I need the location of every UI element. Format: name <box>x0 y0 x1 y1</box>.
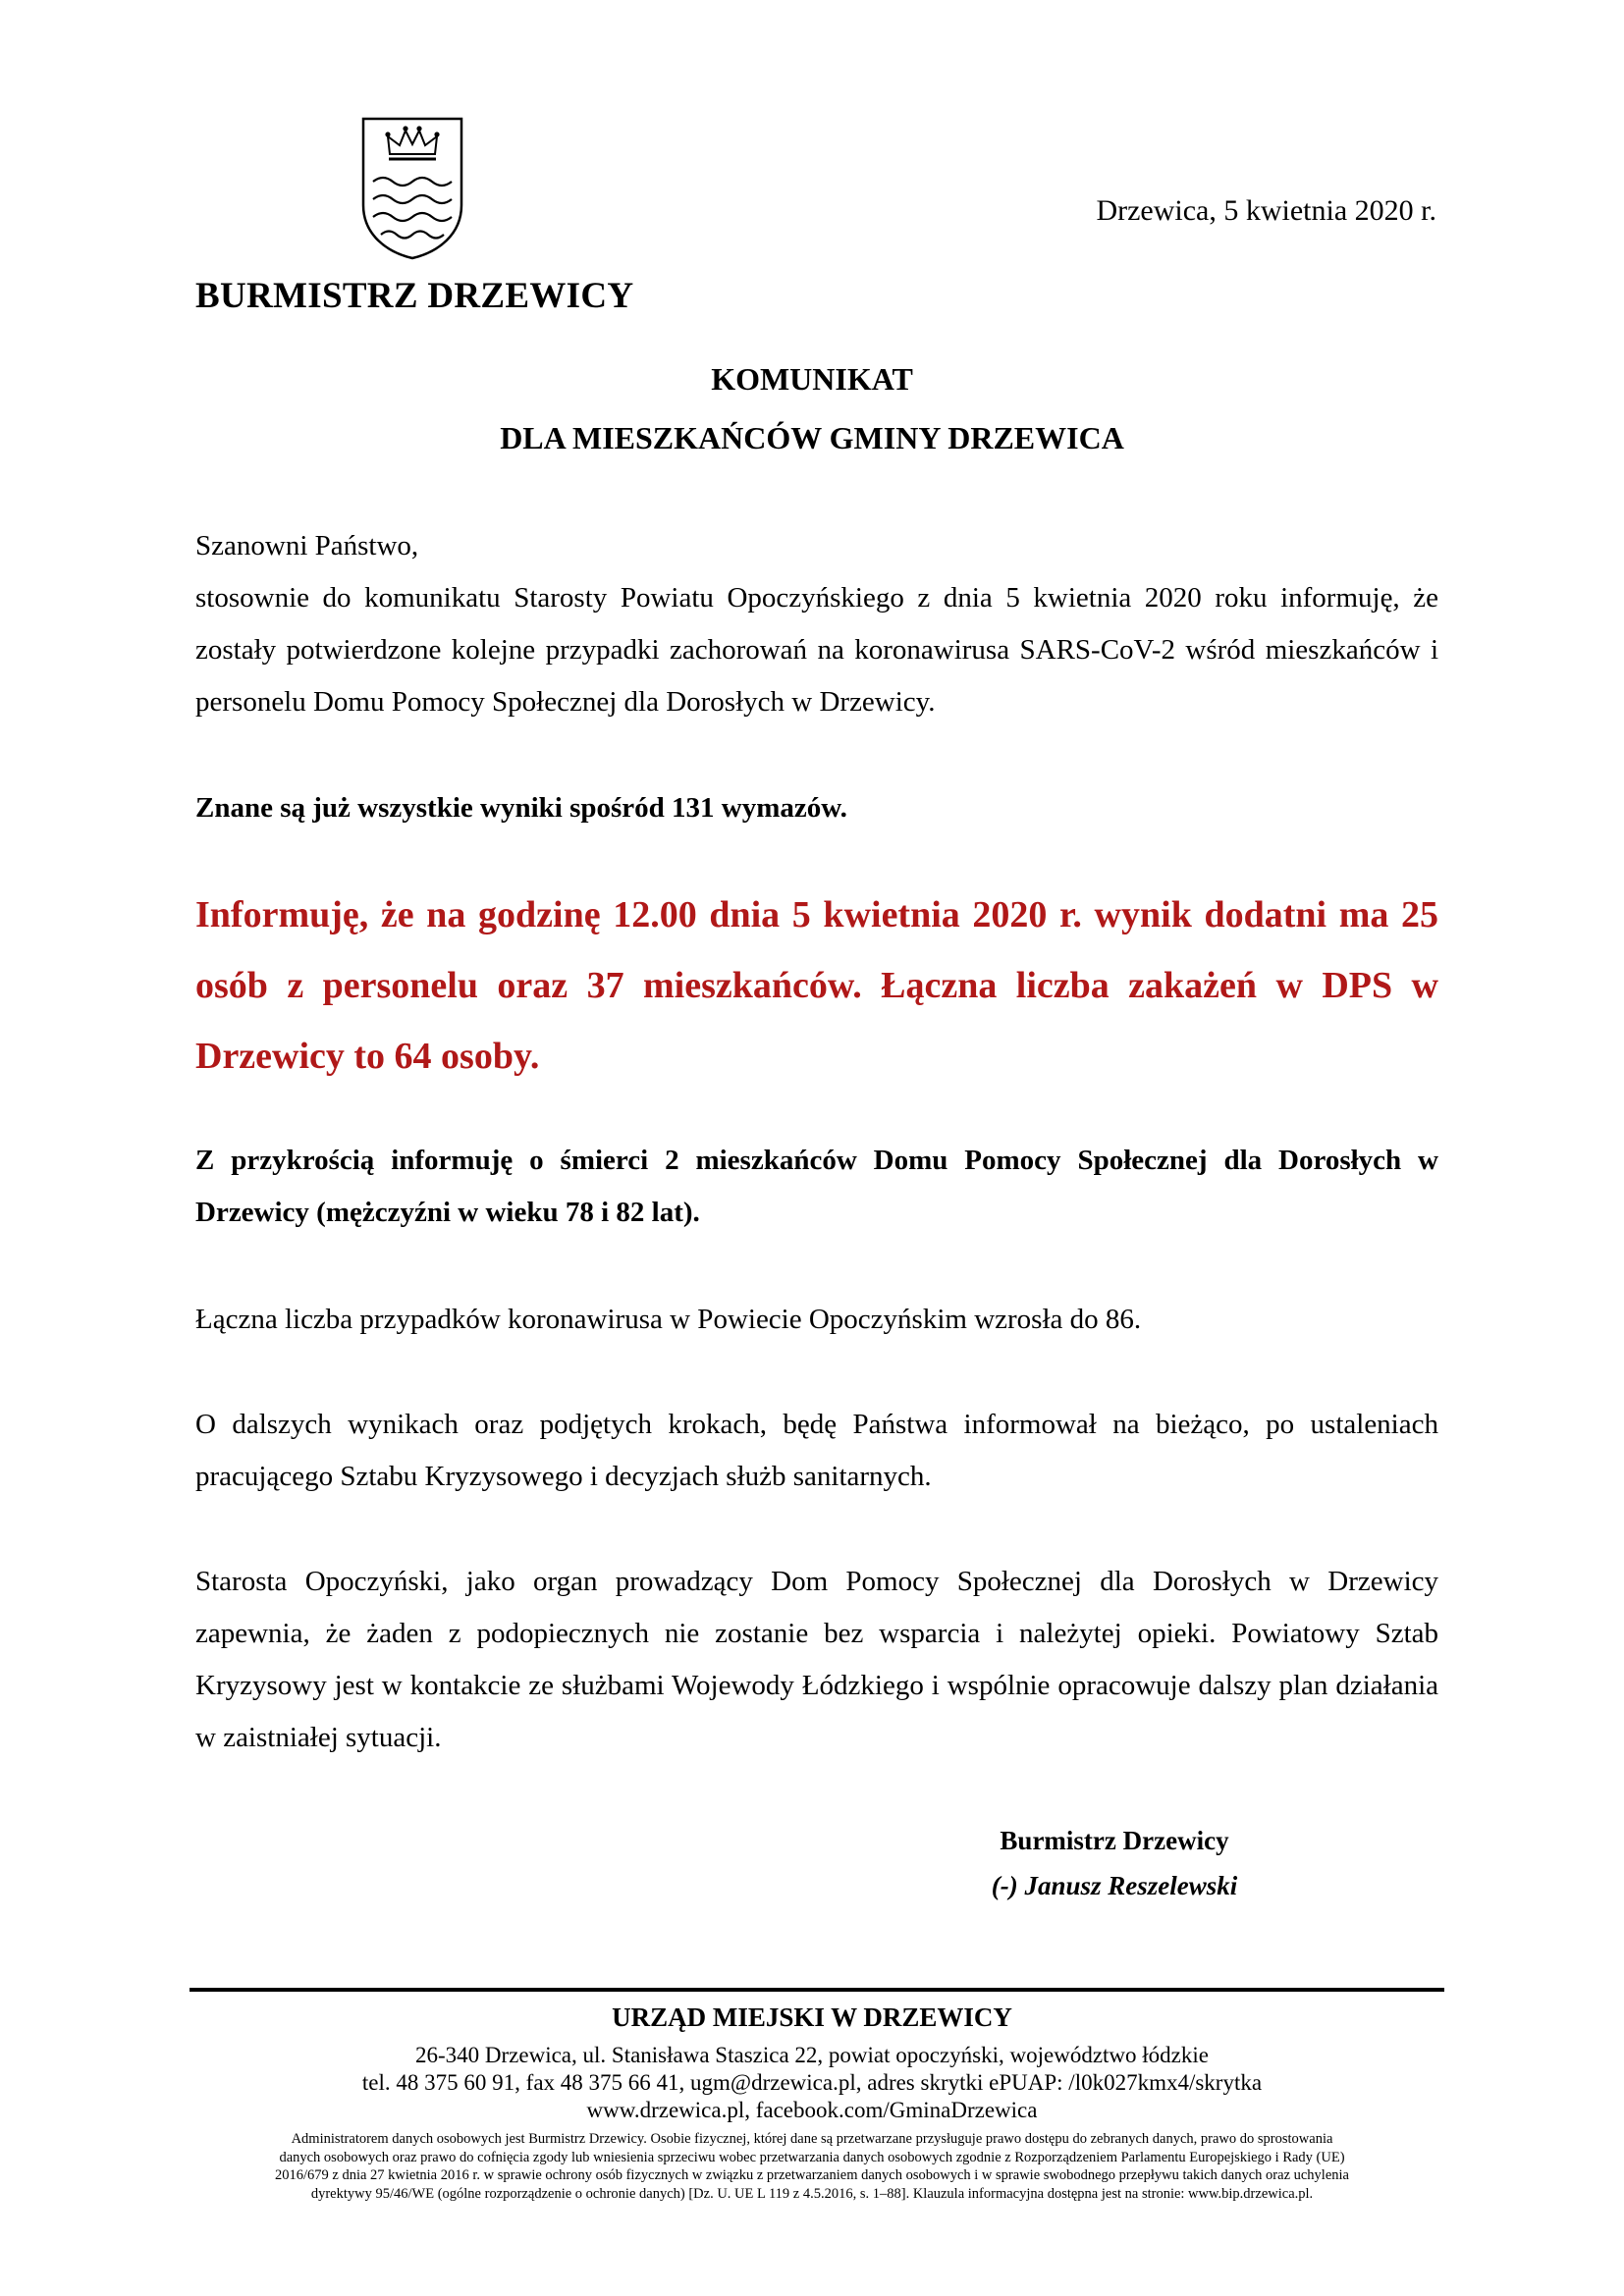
deaths-paragraph: Z przykrością informuję o śmierci 2 mieszkańców Domu Pomocy Społecznej dla Dorosłych w Drzewicy (mężczyźni w wieku 78 i 82 lat). <box>195 1145 1438 1228</box>
footer-title: URZĄD MIEJSKI W DRZEWICY <box>612 2002 1012 2032</box>
footer-address: 26-340 Drzewica, ul. Stanisława Staszica 22, powiat opoczyński, województwo łódzkie <box>415 2043 1209 2067</box>
intro-paragraph: stosownie do komunikatu Starosty Powiatu Opoczyńskiego z dnia 5 kwietnia 2020 roku informuję, że zostały potwierdzone kolejne przypadki zachorowań na koronawirusa SARS-CoV-2 wśród mieszkańców i personelu Domu Pomocy Społecznej dla Dorosłych w Drzewicy. <box>195 582 1438 718</box>
signature-name: (-) Janusz Reszelewski <box>991 1871 1238 1900</box>
highlight-paragraph: Informuję, że na godzinę 12.00 dnia 5 kwietnia 2020 r. wynik dodatni ma 25 osób z personelu oraz 37 mieszkańców. Łączna liczba zakażeń w DPS w Drzewicy to 64 osoby. <box>195 894 1438 1077</box>
footer-contact: tel. 48 375 60 91, fax 48 375 66 41, ugm@drzewica.pl, adres skrytki ePUAP: /l0k027kmx4/skrytka <box>361 2070 1263 2095</box>
gdpr-line: 2016/679 z dnia 27 kwietnia 2016 r. w sprawie ochrony osób fizycznych w związku z przetwarzaniem danych osobowych i w sprawie swobodnego przepływu takich danych oraz uchylenia <box>274 2167 1349 2183</box>
gdpr-line: Administratorem danych osobowych jest Burmistrz Drzewicy. Osobie fizycznej, której dane są przetwarzane przysługuje prawo dostępu do zebranych danych, prawo do sprostowania <box>291 2131 1333 2147</box>
issuing-office: BURMISTRZ DRZEWICY <box>195 276 634 316</box>
gdpr-line: dyrektywy 95/46/WE (ogólne rozporządzenie o ochronie danych) [Dz. U. UE L 119 z 4.5.2016, s. 1–88]. Klauzula informacyjna dostępna jest na stronie: www.bip.drzewica.pl. <box>310 2185 1314 2202</box>
county-total-paragraph: Łączna liczba przypadków koronawirusa w Powiecie Opoczyńskim wzrosła do 86. <box>195 1304 1142 1335</box>
footer-divider <box>189 1988 1444 1992</box>
gdpr-clause <box>137 2130 1487 2203</box>
gdpr-line: danych osobowych oraz prawo do cofnięcia zgody lub wniesienia sprzeciwu wobec przetwarzania danych osobowych zgodnie z Rozporządzeniem Parlamentu Europejskiego i Rady (UE) <box>279 2149 1345 2165</box>
further-info-paragraph: O dalszych wynikach oraz podjętych krokach, będę Państwa informował na bieżąco, po ustaleniach pracującego Sztabu Kryzysowego i decyzjach służb sanitarnych. <box>195 1409 1438 1492</box>
signature-block <box>967 1818 1262 1908</box>
footer-web: www.drzewica.pl, facebook.com/GminaDrzewica <box>586 2098 1038 2122</box>
signature-role: Burmistrz Drzewicy <box>1000 1826 1229 1855</box>
document-subtitle: DLA MIESZKAŃCÓW GMINY DRZEWICA <box>500 420 1124 455</box>
starosta-paragraph: Starosta Opoczyński, jako organ prowadzący Dom Pomocy Społecznej dla Dorosłych w Drzewicy zapewnia, że żaden z podopiecznych nie zostanie bez wsparcia i należytej opieki. Powiatowy Sztab Kryzysowy jest w kontakcie ze służbami Wojewody Łódzkiego i wspólnie opracowuje dalszy plan działania w zaistniałej sytuacji. <box>195 1566 1438 1753</box>
document-title: KOMUNIKAT <box>711 361 913 397</box>
document-date: Drzewica, 5 kwietnia 2020 r. <box>1096 194 1436 227</box>
greeting: Szanowni Państwo, <box>195 530 419 561</box>
results-paragraph: Znane są już wszystkie wyniki spośród 131 wymazów. <box>195 792 847 824</box>
crest-icon <box>359 115 465 262</box>
